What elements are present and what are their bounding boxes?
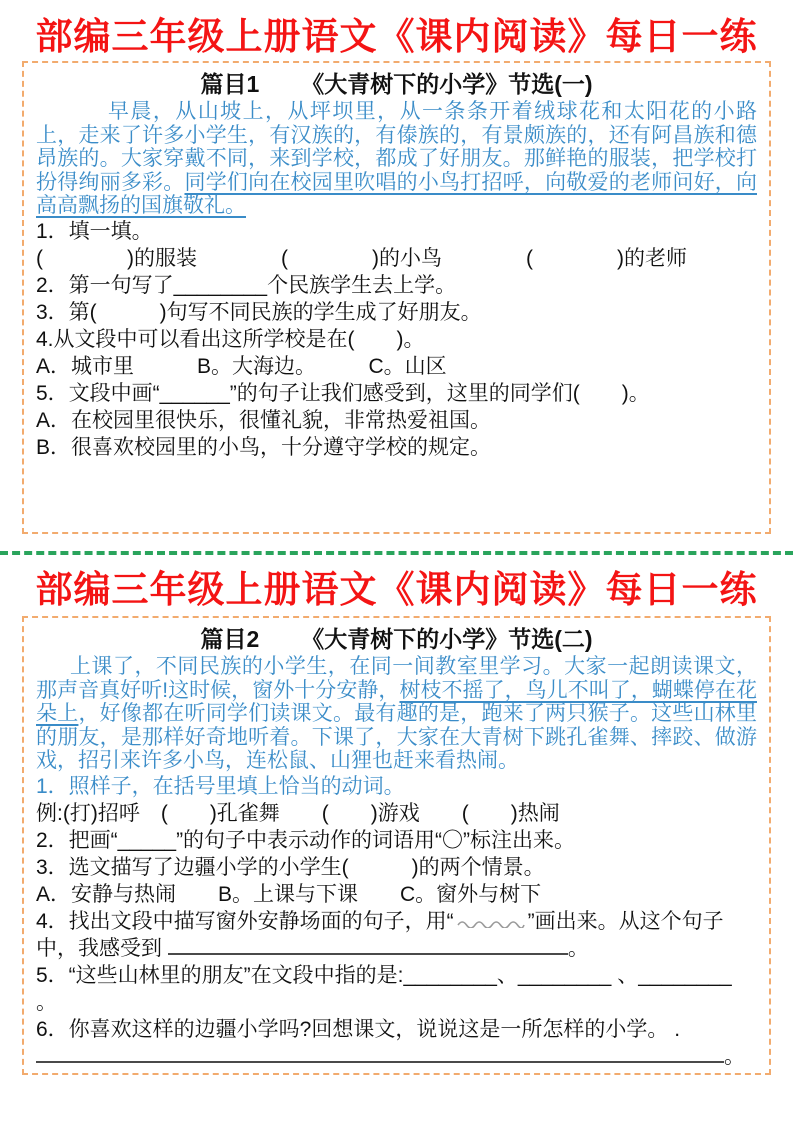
passage-underlined-text: 同学们向在校园里吹唱的小鸟打招呼，向敬爱的老师问好，向高高飘扬的国旗敬礼。 — [36, 170, 757, 217]
answer-blank-line — [36, 1048, 724, 1063]
s2-question-2: 2．把画“_____”的句子中表示动作的词语用“〇”标注出来。 — [36, 828, 576, 852]
s2-question-5: 5．“这些山林里的朋友”在文段中指的是:________、________ 、________ 。 — [36, 963, 732, 1014]
section-1-number: 篇目1 — [200, 71, 260, 97]
s1-question-4-options: A．城市里 B。大海边。 C。山区 — [36, 354, 447, 378]
section-2-passage — [36, 655, 757, 773]
s1-question-5: 5．文段中画“______”的句子让我们感受到，这里的同学们( )。 — [36, 381, 650, 405]
worksheet-title-1: 部编三年级上册语文《课内阅读》每日一练 — [35, 16, 758, 57]
section-1-title: 《大青树下的小学》节选(一) — [301, 71, 593, 97]
section-1-heading — [36, 68, 757, 100]
s2-question-1-example: 例:(打)招呼 ( )孔雀舞 ( )游戏 ( )热闹 — [36, 801, 560, 825]
question-text: 。 — [567, 936, 589, 960]
passage-underlined-text: 树枝不摇了，鸟儿不叫了，蝴蝶停在花朵上 — [36, 678, 757, 725]
section-1-passage — [36, 100, 757, 218]
worksheet-sheet-2 — [0, 555, 793, 1075]
worksheet-sheet-1 — [0, 0, 793, 534]
s2-question-6: 6．你喜欢这样的边疆小学吗?回想课文，说说这是一所怎样的小学。 . — [36, 1017, 681, 1041]
section-2-heading — [36, 623, 757, 655]
s1-question-3: 3．第( )句写不同民族的学生成了好朋友。 — [36, 300, 482, 324]
question-text: 4．找出文段中描写窗外安静场面的句子，用“ — [36, 909, 454, 933]
section-1-box — [22, 61, 771, 534]
s1-question-4: 4.从文段中可以看出这所学校是在( )。 — [36, 327, 425, 351]
answer-blank-line — [168, 940, 568, 955]
s2-answer-line — [36, 1043, 757, 1070]
s1-question-5-option-a: A．在校园里很快乐，很懂礼貌，非常热爱祖国。 — [36, 408, 492, 432]
s1-question-1-fill-blanks: ( )的服装 ( )的小鸟 ( )的老师 — [36, 246, 687, 270]
s2-question-3-options: A．安静与热闹 B。上课与下课 C。窗外与树下 — [36, 882, 542, 906]
s2-question-4 — [36, 908, 757, 962]
passage-text: ，好像都在听同学们读课文。最有趣的是，跑来了两只猴子。这些山林里的朋友，是那样好奇地听着。下课了，大家在大青树下跳孔雀舞、摔跤、做游戏，招引来许多小鸟，连松鼠、山狸也赶来看热闹。 — [36, 702, 758, 772]
s1-question-2: 2．第一句写了________个民族学生去上学。 — [36, 273, 457, 297]
section-2-box — [22, 616, 771, 1075]
answer-line-period: 。 — [724, 1044, 745, 1068]
section-2-number: 篇目2 — [200, 626, 260, 652]
s1-question-5-option-b: B．很喜欢校园里的小鸟，十分遵守学校的规定。 — [36, 435, 492, 459]
s2-question-1: 1．照样子，在括号里填上恰当的动词。 — [36, 774, 405, 798]
section-2-title: 《大青树下的小学》节选(二) — [301, 626, 593, 652]
passage-text: 上课了，不同民族的小学生，在同一间教室里学习。大家一起朗读课文，那声音真好听!这时候，窗外十分安静， — [36, 655, 757, 702]
question-text: ”画出来。从这个句子中，我感受到 — [36, 909, 724, 960]
passage-text: 早晨，从山坡上，从坪坝里，从一条条开着绒球花和太阳花的小路上，走来了许多小学生，有汉族的，有傣族的，有景颇族的，还有阿昌族和德昂族的。大家穿戴不同，来到学校，都成了好朋友。那鲜艳的服装，把学校打扮得绚丽多彩。 — [36, 100, 757, 194]
s2-question-3: 3．选文描写了边疆小学的小学生( )的两个情景。 — [36, 855, 545, 879]
wavy-line-icon — [457, 918, 525, 928]
s1-question-1: 1．填一填。 — [36, 219, 153, 243]
worksheet-title-2: 部编三年级上册语文《课内阅读》每日一练 — [35, 569, 758, 610]
